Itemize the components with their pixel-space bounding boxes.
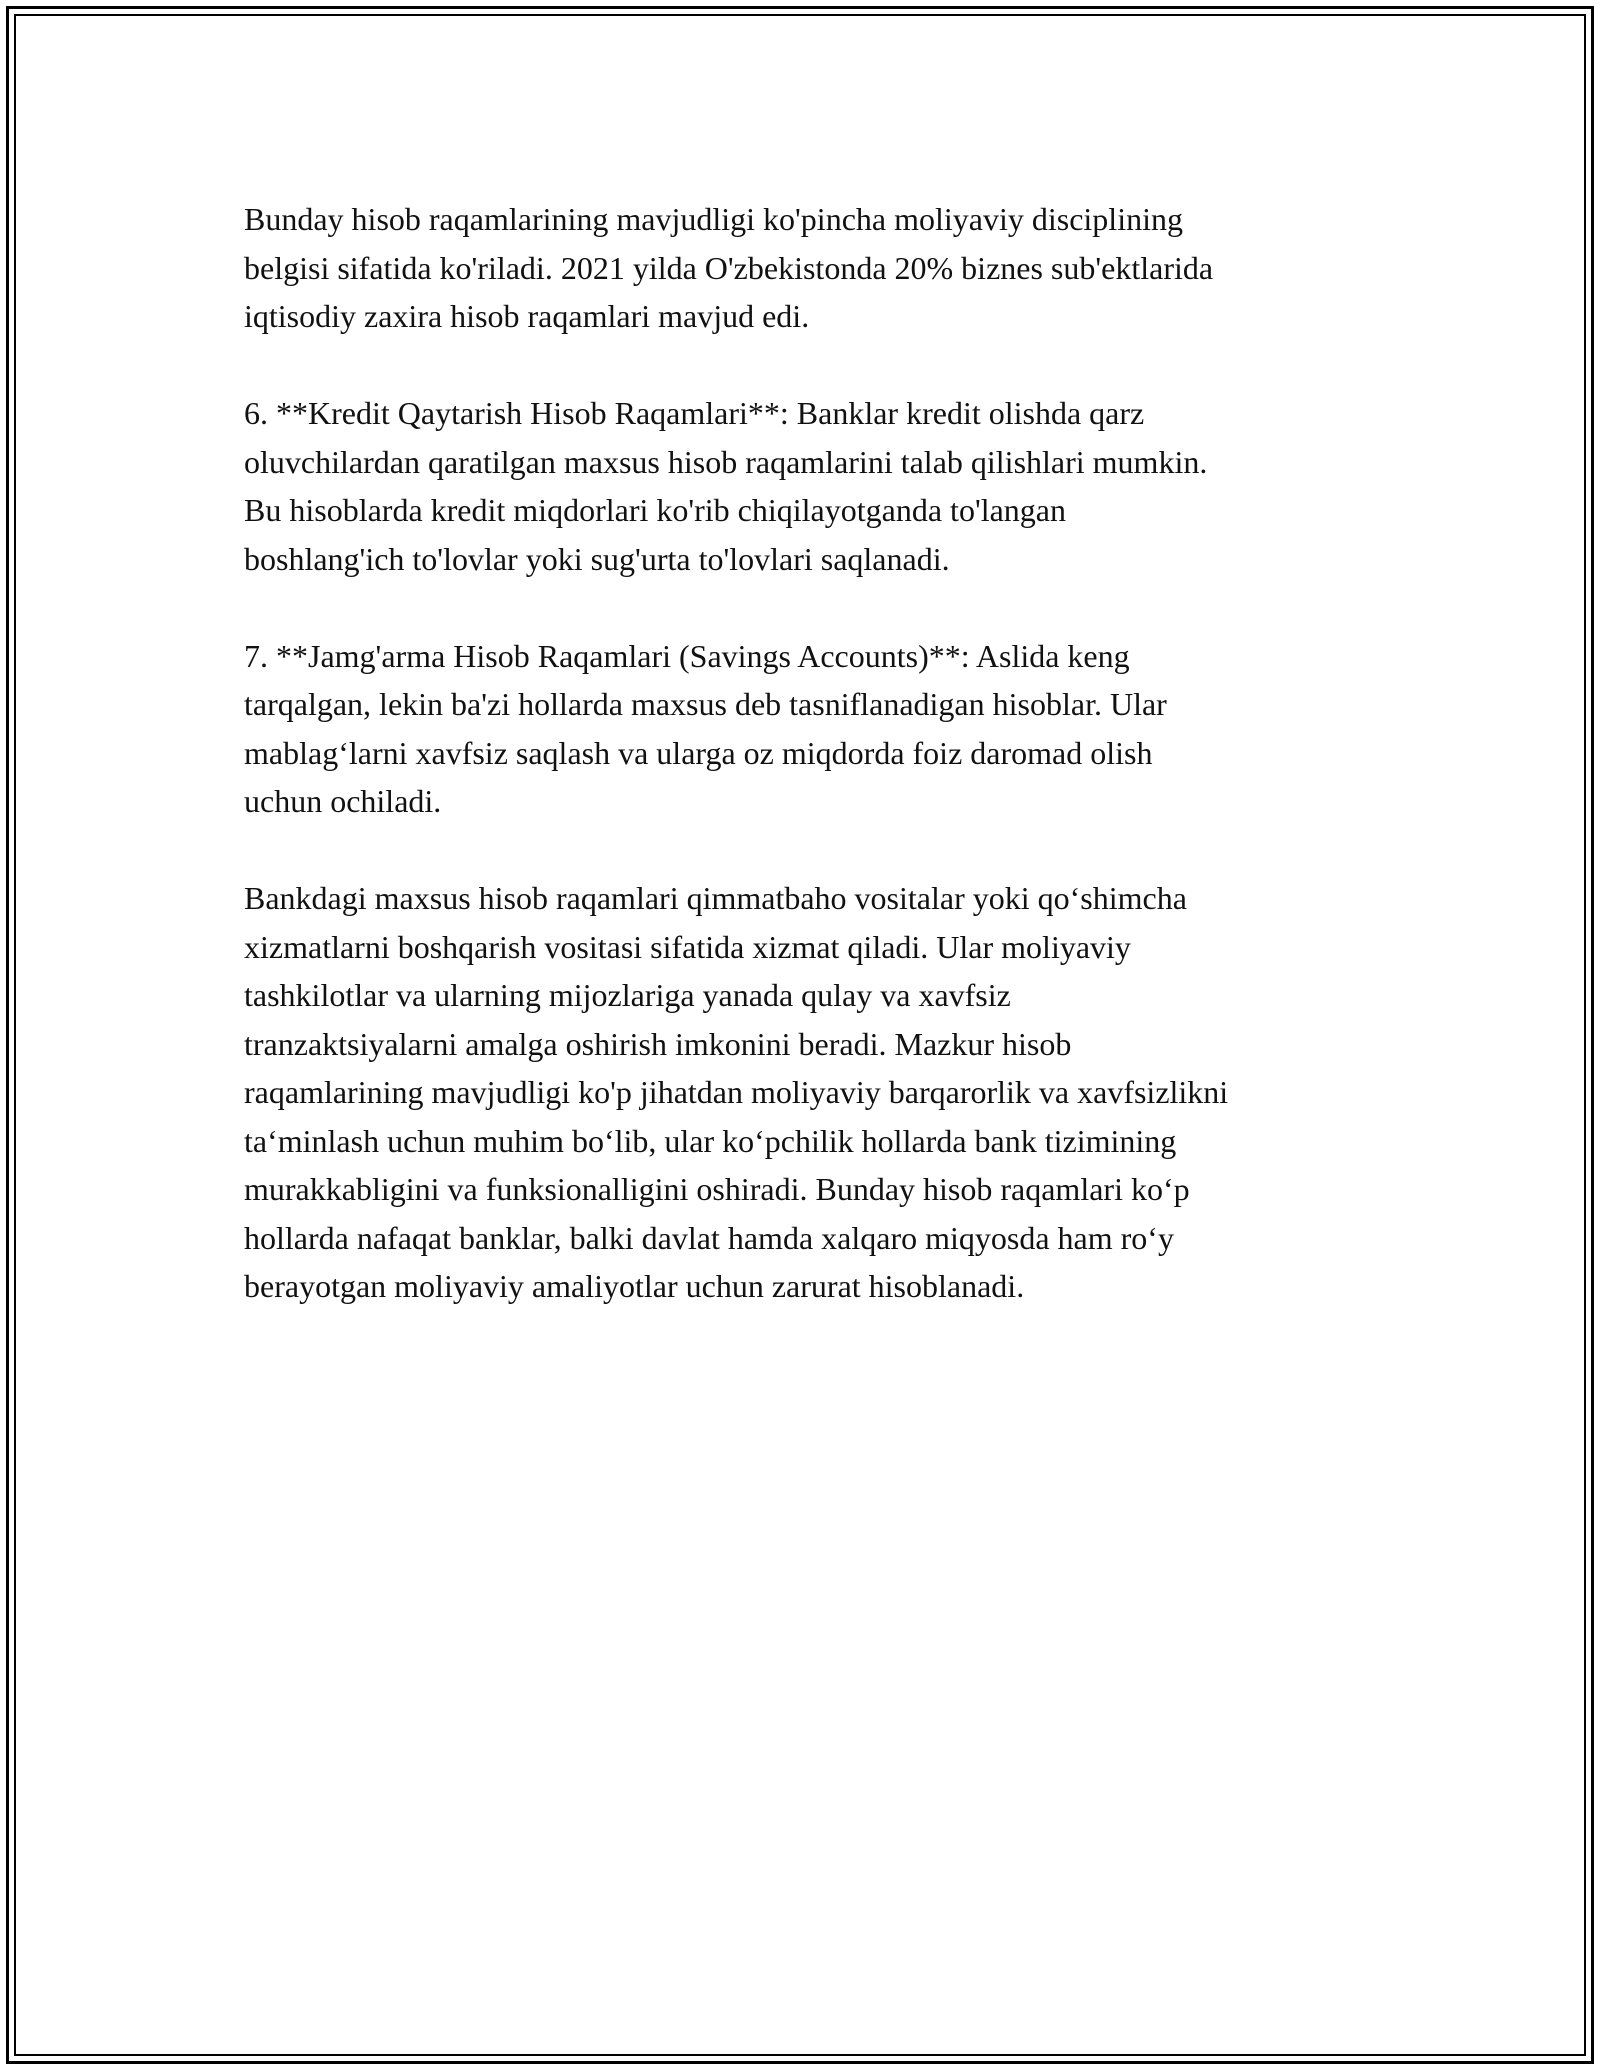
paragraph-conclusion: Bankdagi maxsus hisob raqamlari qimmatbaho vositalar yoki qo‘shimcha xizmatlarni boshqarish vositasi sifatida xizmat qiladi. Ular moliyaviy tashkilotlar va ularning mijozlariga yanada qulay va xavfsiz tranzaktsiyalarni amalga oshirish imkonini beradi. Mazkur hisob raqamlarining mavjudligi ko'p jihatdan moliyaviy barqarorlik va xavfsizlikni ta‘minlash uchun muhim bo‘lib, ular ko‘pchilik hollarda bank tizimining murakkabligini va funksionalligini oshiradi. Bunday hisob raqamlari ko‘p hollarda nafaqat banklar, balki davlat hamda xalqaro miqyosda ham ro‘y berayotgan moliyaviy amaliyotlar uchun zarurat hisoblanadi. [244, 880, 1229, 1304]
document-body [244, 195, 1384, 1359]
paragraph-savings-accounts: 7. **Jamg'arma Hisob Raqamlari (Savings Accounts)**: Aslida keng tarqalgan, lekin ba'zi hollarda maxsus deb tasniflanadigan hisoblar. Ular mablag‘larni xavfsiz saqlash va ularga oz miqdorda foiz daromad olish uchun ochiladi. [244, 637, 1167, 819]
page-frame [6, 6, 1594, 2064]
paragraph-credit-repayment-accounts: 6. **Kredit Qaytarish Hisob Raqamlari**: Banklar kredit olishda qarz oluvchilardan qaratilgan maxsus hisob raqamlarini talab qilishlari mumkin. Bu hisoblarda kredit miqdorlari ko'rib chiqilayotganda to'langan boshlang'ich to'lovlar yoki sug'urta to'lovlari saqlanadi. [244, 395, 1208, 577]
paragraph-intro: Bunday hisob raqamlarining mavjudligi ko'pincha moliyaviy disciplining belgisi sifatida ko'riladi. 2021 yilda O'zbekistonda 20% biznes sub'ektlarida iqtisodiy zaxira hisob raqamlari mavjud edi. [244, 201, 1214, 334]
